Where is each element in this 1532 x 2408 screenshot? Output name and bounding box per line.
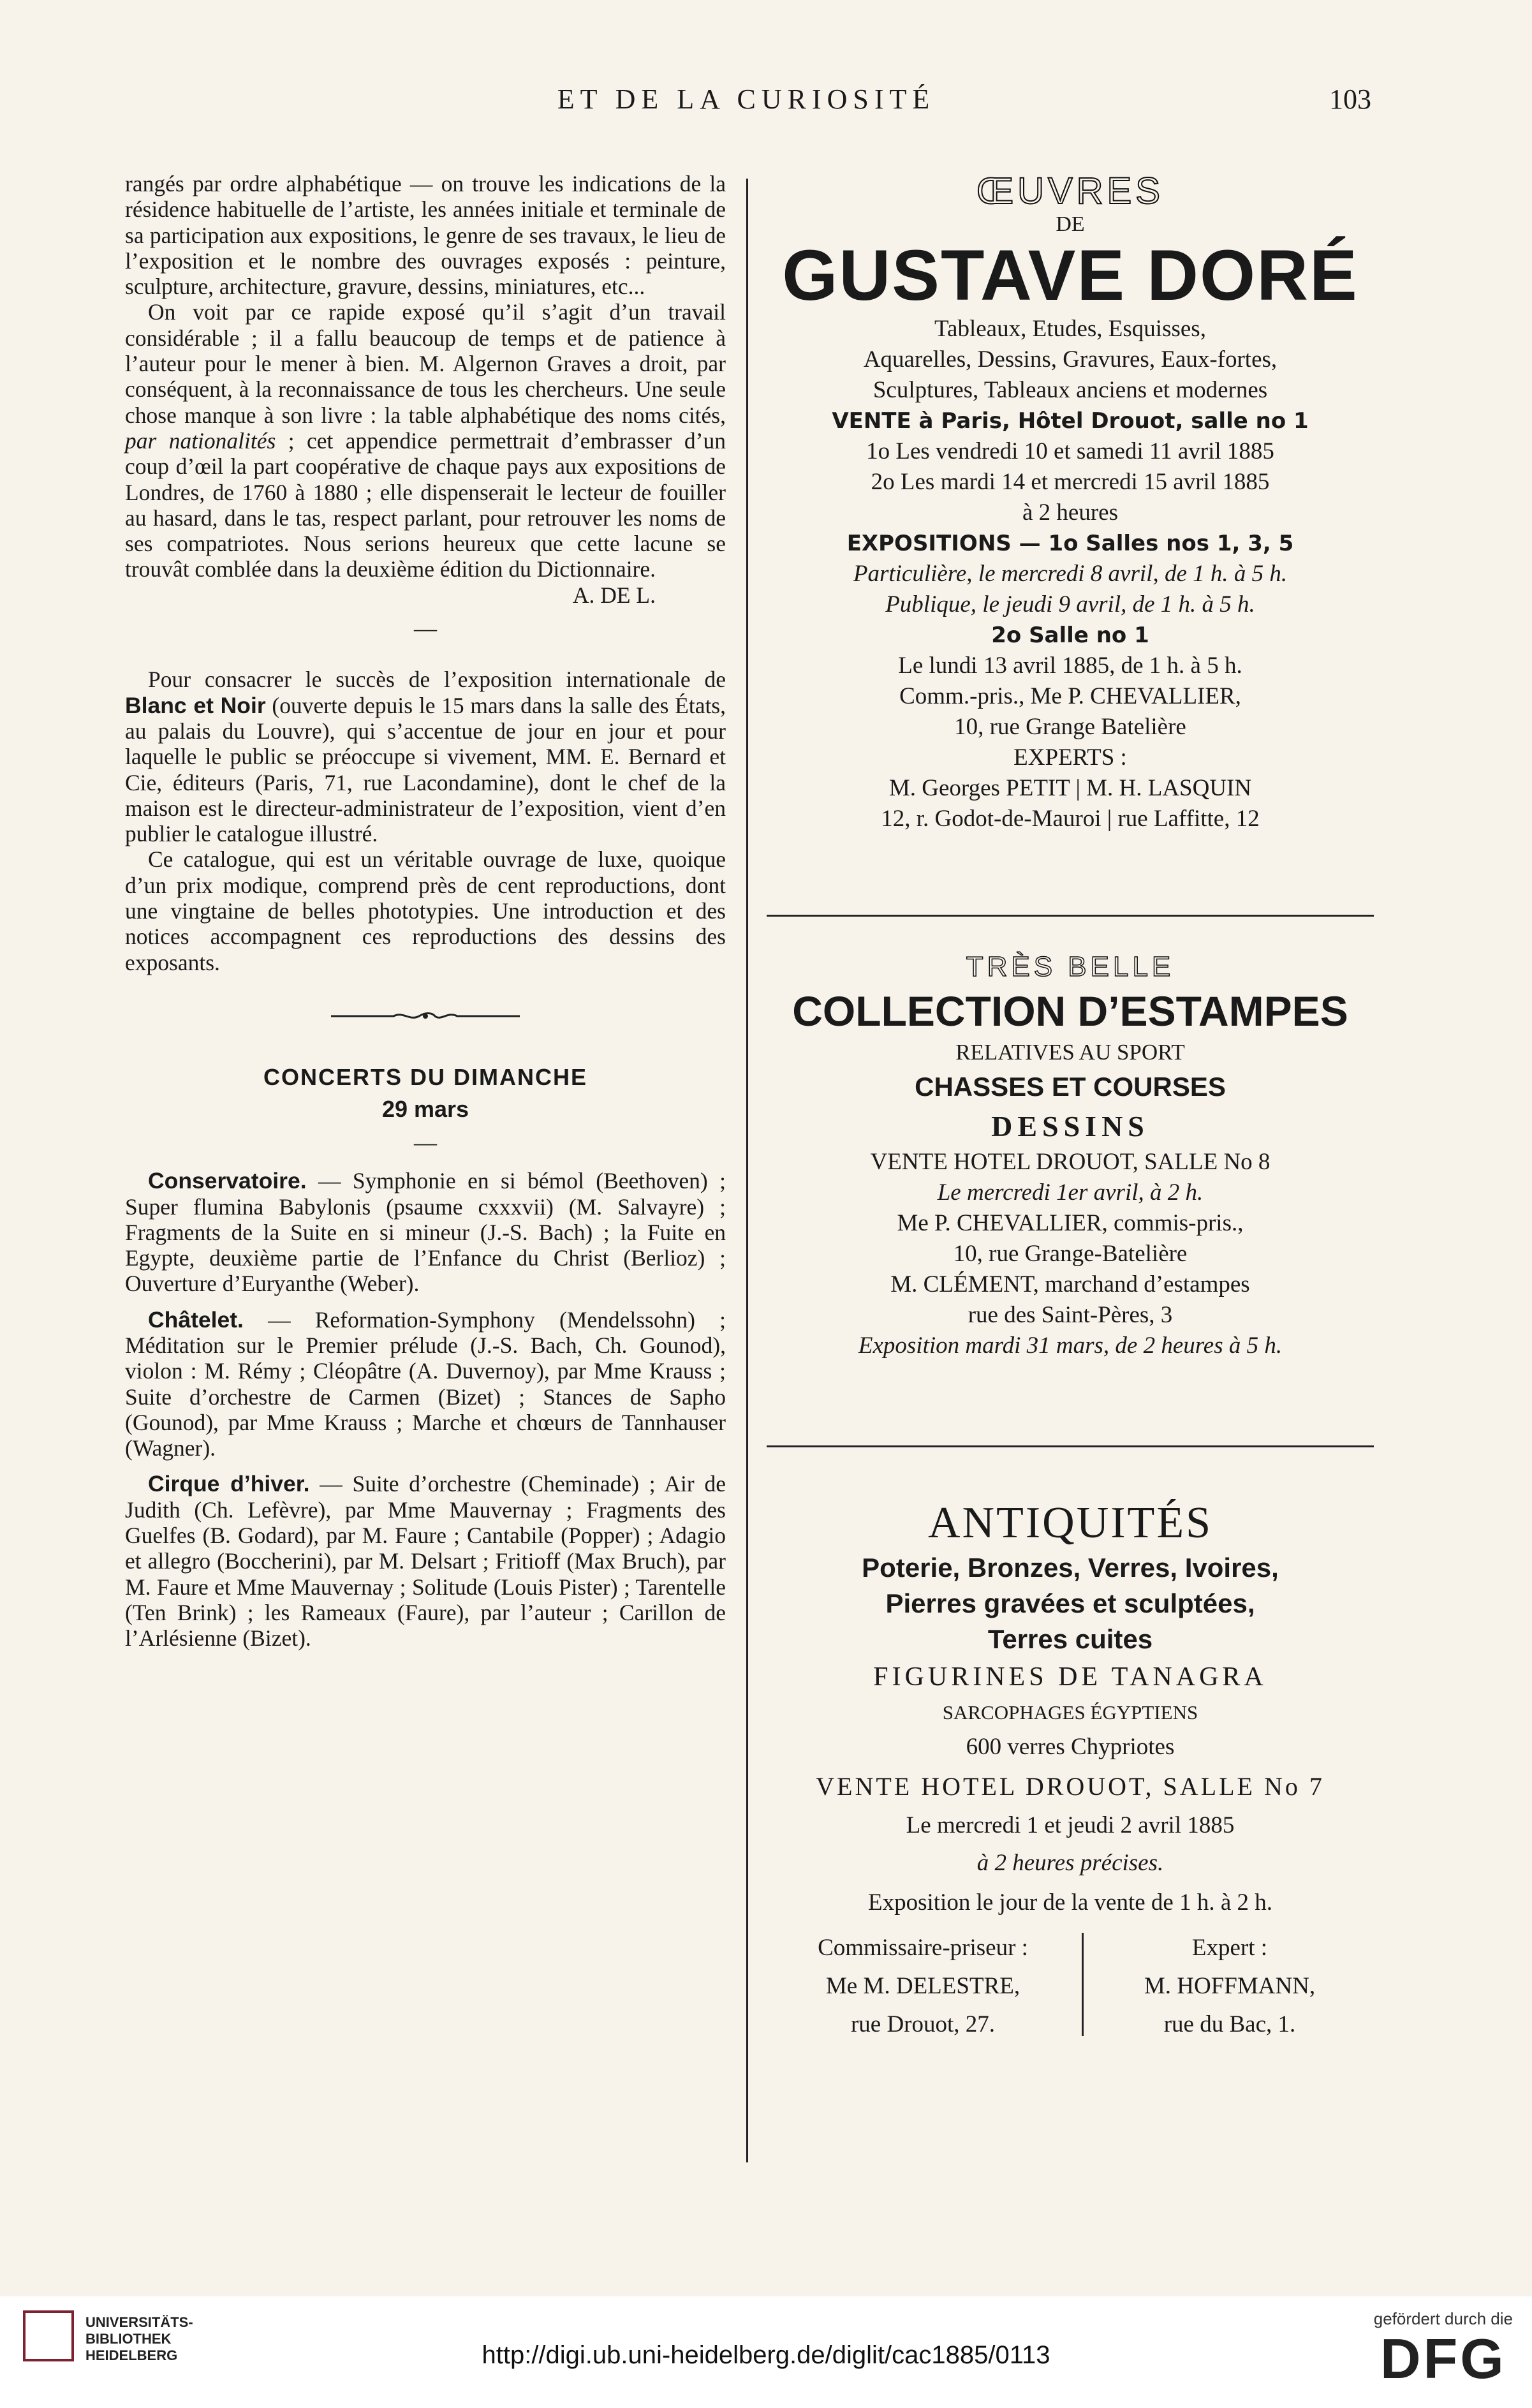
ad1-vente: VENTE à Paris, Hôtel Drouot, salle no 1	[832, 408, 1309, 434]
ad1-line: Comm.-pris., Me P. CHEVALLIER,	[899, 683, 1241, 709]
ad2-chasses: CHASSES ET COURSES	[915, 1072, 1226, 1102]
ad3-line: 600 verres Chypriotes	[966, 1734, 1175, 1760]
ad3-contacts	[767, 1929, 1374, 2044]
ad1-line: EXPERTS :	[1013, 744, 1127, 771]
paragraph-2: On voit par ce rapide exposé qu’il s’agit d’un travail considérable ; il a fallu beaucoup de temps et de patience à l’auteur pour le mener à bien. M. Algernon Graves a droit, par conséquent, à la reconnaissance de tous les chercheurs. Une seule chose manque à son livre : la table alphabétique des noms cités, par nationalités ; cet appendice permettrait d’embrasser d’un coup d’œil la part coopérative de chaque pays aux expositions de Londres, de 1760 à 1880 ; elle dispenserait le lecteur de fouiller au hasard, dans le tas, respect parlant, pour retrouver les noms de ses compatriotes. Nous serions heureux que cette lacune se trouvât comblée dans la deuxième édition du Dictionnaire.	[125, 299, 726, 582]
ad2-line: RELATIVES AU SPORT	[955, 1040, 1185, 1065]
ad2-dessins: DESSINS	[991, 1110, 1149, 1142]
ad1-line: 1o Les vendredi 10 et samedi 11 avril 1885	[866, 438, 1274, 464]
ad1-line: Tableaux, Etudes, Esquisses,	[934, 316, 1206, 342]
concert-conservatoire: Conservatoire. — Symphonie en si bémol (Beethoven) ; Super flumina Babylonis (psaume cxxxvii) (M. Salvayre) ; Fragments de la Suite en si mineur (J.-S. Bach) ; la Fuite en Egypte, deuxième partie de l’Enfance du Christ (Berlioz) ; Ouverture d’Euryanthe (Weber).	[125, 1168, 726, 1297]
ad-divider-2	[767, 1445, 1374, 1447]
ad1-line: Sculptures, Tableaux anciens et modernes	[873, 377, 1268, 403]
concert-cirque: Cirque d’hiver. — Suite d’orchestre (Cheminade) ; Air de Judith (Ch. Lefèvre), par Mme Mauvernay ; Fragments des Guelfes (B. Godard), par M. Faure ; Cantabile (Popper) ; Adagio et allegro (Boccherini), par M. Delsart ; Fritioff (Max Bruch), par M. Faure et Mme Mauvernay ; Solitude (Louis Pister) ; Tarentelle (Ten Brink) ; les Rameaux (Faure), par l’auteur ; Carillon de l’Arlésienne (Bizet).	[125, 1471, 726, 1651]
paragraph-1: rangés par ordre alphabétique — on trouve les indications de la résidence habituelle de l’artiste, les années initiale et terminale de sa participation aux expositions, le genre de ses travaux, le lieu de l’exposition et le nombre des ouvrages exposés : peinture, sculpture, architecture, gravure, dessins, miniatures, etc...	[125, 171, 726, 300]
ad1-title: GUSTAVE DORÉ	[782, 235, 1359, 315]
ad1-line: 12, r. Godot-de-Mauroi | rue Laffitte, 12	[881, 806, 1260, 832]
ad3-line: SARCOPHAGES ÉGYPTIENS	[942, 1701, 1198, 1724]
ad-gustave-dore	[767, 171, 1374, 834]
ad3-contact-rule	[1082, 1933, 1084, 2036]
paragraph-3: Pour consacrer le succès de l’exposition internationale de Blanc et Noir (ouverte depuis le 15 mars dans la salle des États, au palais du Louvre), qui s’accentue de jour en jour et pour laquelle le public se préoccupe si vivement, MM. E. Bernard et Cie, éditeurs (Paris, 71, rue Lacondamine), dont le chef de la maison est le directeur-administrateur de l’exposition, vient d’en publier le catalogue illustré.	[125, 667, 726, 847]
ad3-vente: VENTE HOTEL DROUOT, SALLE No 7	[816, 1772, 1325, 1801]
ad2-line: M. CLÉMENT, marchand d’estampes	[890, 1271, 1250, 1297]
ad2-line: Le mercredi 1er avril, à 2 h.	[937, 1179, 1204, 1206]
ad1-line: 10, rue Grange Batelière	[954, 714, 1186, 740]
ad1-line: Aquarelles, Dessins, Gravures, Eaux-fortes,	[863, 346, 1278, 373]
ornament-divider-icon	[330, 1008, 521, 1024]
paragraph-4: Ce catalogue, qui est un véritable ouvrage de luxe, quoique d’un prix modique, comprend près de cent reproductions, dont une vingtaine de belles phototypies. Une introduction et des notices accompagnent ces reproductions des dessins des exposants.	[125, 846, 726, 975]
page-number: 103	[1329, 84, 1371, 115]
ad1-salle: 2o Salle no 1	[991, 623, 1149, 648]
ad3-line: Exposition le jour de la vente de 1 h. à 2 h.	[868, 1889, 1272, 1916]
ad1-de: DE	[1056, 212, 1085, 236]
ad3-commissaire: Commissaire-priseur : Me M. DELESTRE, rue Drouot, 27.	[818, 1935, 1028, 2037]
viewer-footer: UNIVERSITÄTS- BIBLIOTHEK HEIDELBERG http://digi.ub.uni-heidelberg.de/diglit/cac1885/0113 gefördert durch die DFG	[0, 2296, 1532, 2408]
ad1-line: Le lundi 13 avril 1885, de 1 h. à 5 h.	[898, 653, 1242, 679]
ad3-expert: Expert : M. HOFFMANN, rue du Bac, 1.	[1144, 1935, 1316, 2037]
source-url-link[interactable]: http://digi.ub.uni-heidelberg.de/diglit/cac1885/0113	[482, 2341, 1050, 2369]
left-column	[125, 171, 726, 1651]
signature: A. DE L.	[572, 582, 656, 608]
ad2-title: COLLECTION D’ESTAMPES	[792, 987, 1348, 1035]
ad3-title: ANTIQUITÉS	[927, 1498, 1213, 1547]
ad-antiquites	[767, 1496, 1374, 2044]
dfg-logo[interactable]: gefördert durch die DFG	[1373, 2309, 1513, 2390]
ad2-line: rue des Saint-Pères, 3	[968, 1302, 1173, 1328]
ad1-line: Particulière, le mercredi 8 avril, de 1 h. à 5 h.	[853, 561, 1288, 587]
ad3-line: Pierres gravées et sculptées,	[885, 1588, 1255, 1618]
concerts-title: CONCERTS DU DIMANCHE	[263, 1063, 587, 1090]
ad1-line: M. Georges PETIT | M. H. LASQUIN	[888, 775, 1252, 801]
concert-chatelet: Châtelet. — Reformation-Symphony (Mendelssohn) ; Méditation sur le Premier prélude (J.-S. Bach, Ch. Gounod), violon : M. Rémy ; Cléopâtre (A. Duvernoy), par Mme Krauss ; Suite d’orchestre de Carmen (Bizet) ; Stances de Sapho (Gounod), par Mme Krauss ; Marche et chœurs de Tannhauser (Wagner).	[125, 1306, 726, 1461]
ad1-oeuvres: ŒUVRES	[976, 170, 1164, 212]
ad3-line: Le mercredi 1 et jeudi 2 avril 1885	[906, 1812, 1235, 1838]
running-title: ET DE LA CURIOSITÉ	[557, 84, 936, 115]
ad1-line: Publique, le jeudi 9 avril, de 1 h. à 5 h.	[885, 591, 1255, 617]
ad2-tres-belle: TRÈS BELLE	[966, 951, 1175, 982]
ad1-expositions: EXPOSITIONS — 1o Salles nos 1, 3, 5	[846, 531, 1294, 556]
ad2-line: Exposition mardi 31 mars, de 2 heures à 5 h.	[858, 1333, 1283, 1359]
ad3-line: Poterie, Bronzes, Verres, Ivoires,	[862, 1553, 1279, 1583]
section-dash-2: —	[414, 1129, 437, 1155]
ad1-line: à 2 heures	[1022, 499, 1118, 526]
ad1-line: 2o Les mardi 14 et mercredi 15 avril 1885	[871, 469, 1270, 495]
ad3-line: Terres cuites	[987, 1624, 1153, 1654]
concerts-date: 29 mars	[381, 1095, 469, 1122]
ad2-line: 10, rue Grange-Batelière	[953, 1241, 1188, 1267]
ad2-line: Me P. CHEVALLIER, commis-pris.,	[897, 1210, 1244, 1236]
ad3-figurines: FIGURINES DE TANAGRA	[873, 1662, 1267, 1692]
ad2-line: VENTE HOTEL DROUOT, SALLE No 8	[870, 1149, 1271, 1175]
section-dash: —	[414, 616, 437, 642]
ad-estampes	[767, 949, 1374, 1361]
column-rule	[746, 179, 748, 2162]
ad3-line: à 2 heures précises.	[976, 1850, 1164, 1876]
running-header	[121, 82, 1371, 120]
ad-divider	[767, 915, 1374, 917]
